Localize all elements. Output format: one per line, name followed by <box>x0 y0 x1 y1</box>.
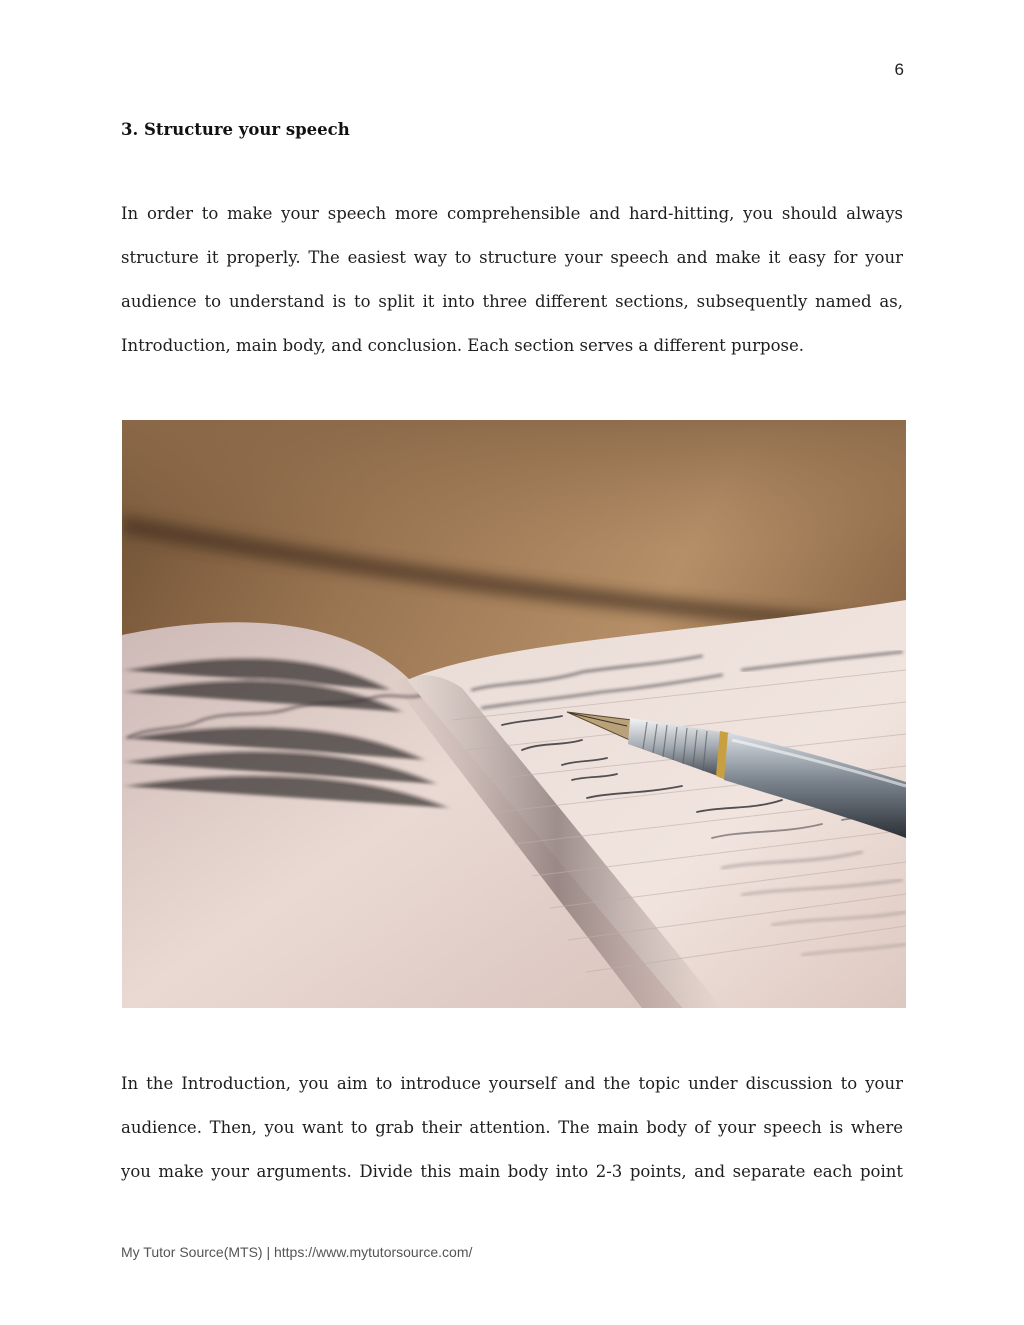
paragraph-line: In the Introduction, you aim to introduce yourself and the topic under discussion to your <box>121 1074 903 1093</box>
paragraph-line: audience. Then, you want to grab their attention. The main body of your speech is where <box>121 1118 903 1137</box>
intro-paragraph <box>121 192 903 368</box>
paragraph-line: Introduction, main body, and conclusion. Each section serves a different purpose. <box>121 336 805 355</box>
section-heading: 3. Structure your speech <box>121 120 350 139</box>
footer-text: My Tutor Source(MTS) | https://www.mytutorsource.com/ <box>121 1244 473 1260</box>
paragraph-line: In order to make your speech more comprehensible and hard-hitting, you should always <box>121 204 903 223</box>
paragraph-line: audience to understand is to split it into three different sections, subsequently named as, <box>121 292 903 311</box>
page-number: 6 <box>894 60 904 79</box>
paragraph-line: you make your arguments. Divide this main body into 2-3 points, and separate each point <box>121 1162 903 1181</box>
body-paragraph <box>121 1062 903 1194</box>
paragraph-line: structure it properly. The easiest way to structure your speech and make it easy for your <box>121 248 903 267</box>
notebook-pen-image <box>122 420 906 1008</box>
